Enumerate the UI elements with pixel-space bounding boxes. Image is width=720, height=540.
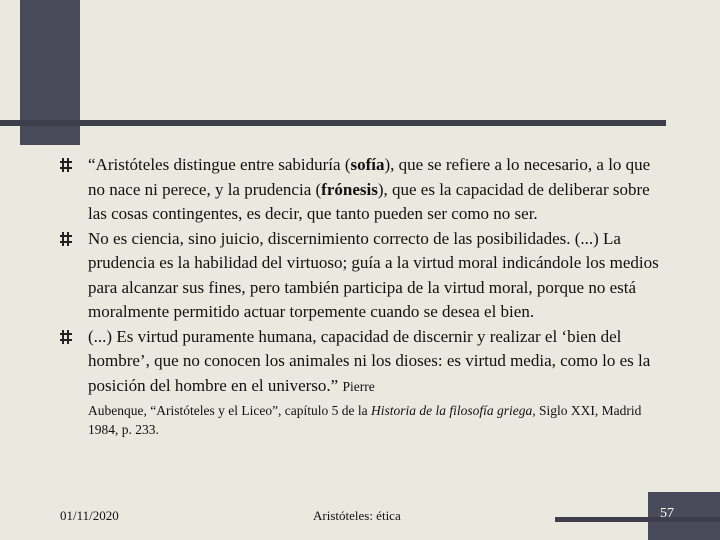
footer-date: 01/11/2020 [60, 508, 119, 523]
bullet-item [60, 227, 660, 325]
decorative-bottom-rule [555, 517, 720, 522]
decorative-top-rule [0, 120, 666, 126]
bullet-icon [60, 232, 72, 246]
footer-title: Aristóteles: ética [313, 508, 401, 523]
citation-book-title: Historia de la filosofía griega, [371, 403, 536, 418]
bullet-text: “Aristóteles distingue entre sabiduría ( [88, 155, 351, 174]
bullet-icon [60, 158, 72, 172]
bullet-text: No es ciencia, sino juicio, discernimiento correcto de las posibilidades. (...) La prudencia es la habilidad del virtuoso; guía a la virtud moral indicándole los medios para alcanzar sus fines, pero también participa de la virtud moral, porque no está moralmente permitido actuar torpemente cuando se desea el bien. [88, 228, 659, 321]
page-number: 57 [660, 506, 674, 521]
bullet-text: ), que es la capacidad de deliberar sobre las cosas contingentes, es decir, que tanto pueden ser como no ser. [88, 179, 650, 223]
term-sofia: sofía [350, 155, 385, 174]
bullet-icon [60, 330, 72, 344]
citation-text: Aubenque, “Aristóteles y el Liceo”, capítulo 5 de la [88, 403, 372, 418]
citation-text: Siglo XXI, Madrid 1984, p. 233. [88, 403, 642, 437]
bullet-text: ), que se refiere a lo necesario, a lo que no nace ni perece, y la prudencia ( [88, 155, 651, 199]
slide-content [60, 153, 660, 439]
citation-author-first: Pierre [342, 378, 375, 394]
term-fronesis: frónesis [321, 179, 378, 199]
decorative-bottom-block [648, 492, 720, 540]
citation [60, 401, 660, 439]
bullet-item [60, 153, 660, 227]
bullet-item [60, 325, 660, 400]
bullet-text: (...) Es virtud puramente humana, capacidad de discernir y realizar el ‘bien del hombre’, que no conocen los animales ni los dioses: es virtud media, como lo es la posición del hombre en el universo.” [88, 326, 651, 395]
